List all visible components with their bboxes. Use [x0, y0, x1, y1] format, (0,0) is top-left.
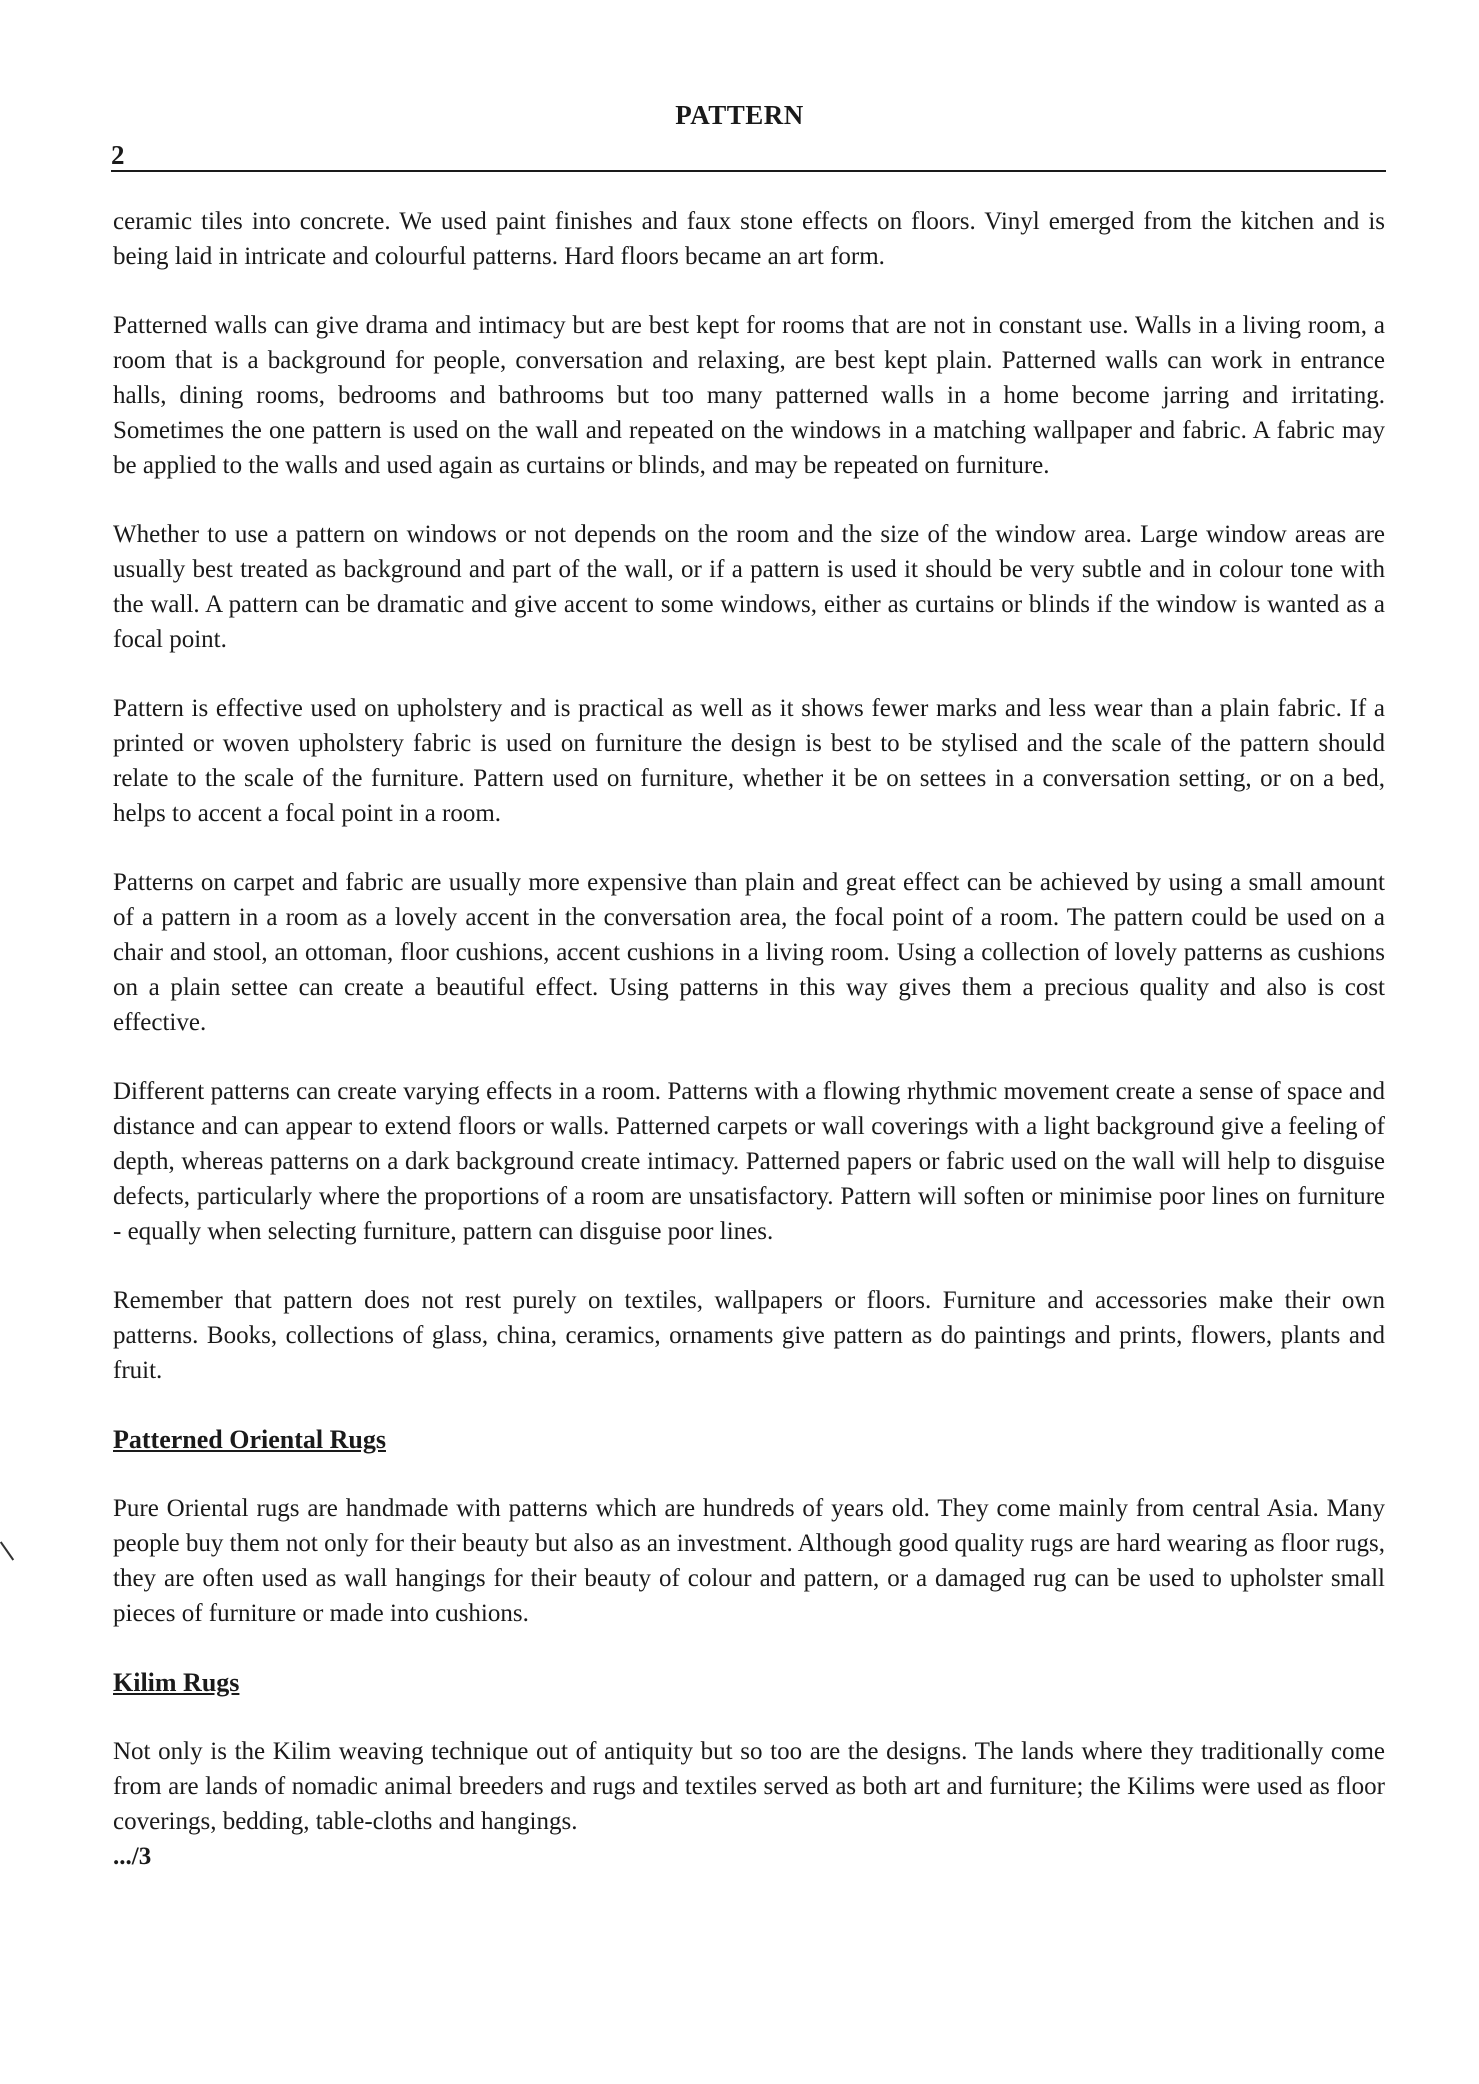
- paragraph-windows: Whether to use a pattern on windows or not depends on the room and the size of the window area. Large window areas are usually best treated as background and part of the wall, or if a pattern is used it should be very subtle and in colour tone with the wall. A pattern can be dramatic and give accent to some windows, either as curtains or blinds if the window is wanted as a focal point.: [113, 521, 1385, 653]
- paragraph-walls: Patterned walls can give drama and intimacy but are best kept for rooms that are not in constant use. Walls in a living room, a room that is a background for people, conversation and relaxing, are best kept plain. Patterned walls can work in entrance halls, dining rooms, bedrooms and bathrooms but too many patterned walls in a home become jarring and irritating. Sometimes the one pattern is used on the wall and repeated on the windows in a matching wallpaper and fabric. A fabric may be applied to the walls and used again as curtains or blinds, and may be repeated on furniture.: [113, 312, 1385, 479]
- document-body: [113, 204, 1385, 1874]
- running-title: PATTERN: [675, 100, 804, 130]
- paragraph-kilim-rugs: Not only is the Kilim weaving technique out of antiquity but so too are the designs. The lands where they traditionally come from are lands of nomadic animal breeders and rugs and textiles served as both art and furniture; the Kilims were used as floor coverings, bedding, table-cloths and hangings.: [113, 1738, 1385, 1835]
- paragraph-oriental-rugs: Pure Oriental rugs are handmade with patterns which are hundreds of years old. They come mainly from central Asia. Many people buy them not only for their beauty but also as an investment. Although good quality rugs are hard wearing as floor rugs, they are often used as wall hangings for their beauty of colour and pattern, or a damaged rug can be used to upholster small pieces of furniture or made into cushions.: [113, 1495, 1385, 1627]
- paragraph-upholstery: Pattern is effective used on upholstery and is practical as well as it shows fewer marks and less wear than a plain fabric. If a printed or woven upholstery fabric is used on furniture the design is best to be stylised and the scale of the pattern should relate to the scale of the furniture. Pattern used on furniture, whether it be on settees in a conversation setting, or on a bed, helps to accent a focal point in a room.: [113, 695, 1385, 827]
- margin-mark: [0, 1541, 14, 1560]
- paragraph-effects: Different patterns can create varying effects in a room. Patterns with a flowing rhythmic movement create a sense of space and distance and can appear to extend floors or walls. Patterned carpets or wall coverings with a light background give a feeling of depth, whereas patterns on a dark background create intimacy. Patterned papers or fabric used on the wall will help to disguise defects, particularly where the proportions of a room are unsatisfactory. Pattern will soften or minimise poor lines on furniture - equally when selecting furniture, pattern can disguise poor lines.: [113, 1078, 1385, 1245]
- heading-oriental-rugs: Patterned Oriental Rugs: [113, 1425, 386, 1454]
- heading-kilim-rugs: Kilim Rugs: [113, 1668, 240, 1697]
- continuation-marker: .../3: [113, 1843, 152, 1870]
- paragraph-accessories: Remember that pattern does not rest purely on textiles, wallpapers or floors. Furniture and accessories make their own patterns. Books, collections of glass, china, ceramics, ornaments give pattern as do paintings and prints, flowers, plants and fruit.: [113, 1287, 1385, 1384]
- page-number: 2: [111, 140, 125, 170]
- paragraph-floors: ceramic tiles into concrete. We used paint finishes and faux stone effects on floors. Vinyl emerged from the kitchen and is being laid in intricate and colourful patterns. Hard floors became an art form.: [113, 208, 1385, 270]
- header-rule: [111, 170, 1386, 172]
- paragraph-carpet-fabric: Patterns on carpet and fabric are usually more expensive than plain and great effect can be achieved by using a small amount of a pattern in a room as a lovely accent in the conversation area, the focal point of a room. The pattern could be used on a chair and stool, an ottoman, floor cushions, accent cushions in a living room. Using a collection of lovely patterns as cushions on a plain settee can create a beautiful effect. Using patterns in this way gives them a precious quality and also is cost effective.: [113, 869, 1385, 1036]
